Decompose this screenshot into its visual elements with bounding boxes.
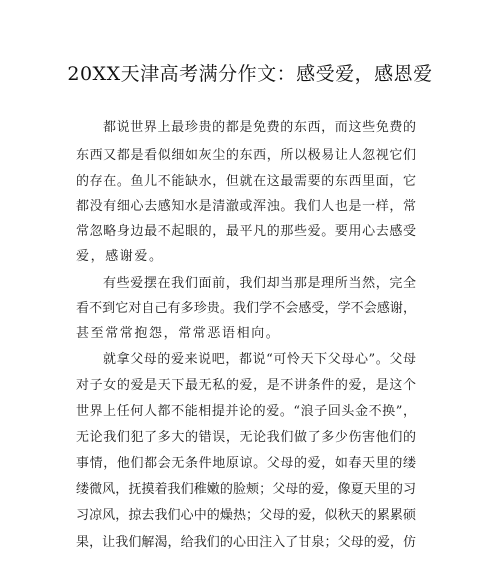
text-line: 事情，他们都会无条件地原谅。父母的爱，如春天里的缕: [76, 456, 416, 471]
text-line: 对子女的爱是天下最无私的爱，是不讲条件的爱，是这个: [76, 378, 416, 393]
text-line: 爱，感谢爱。: [76, 249, 164, 264]
text-line: 果，让我们解渴，给我们的心田注入了甘泉；父母的爱，仿: [76, 535, 416, 550]
text-line: 东西又都是看似细如灰尘的东西，所以极易让人忽视它们: [76, 148, 416, 163]
text-line: 看不到它对自己有多珍贵。我们学不会感受，学不会感谢，: [76, 301, 416, 316]
text-line: 甚至常常抱怨，常常恶语相向。: [76, 326, 281, 341]
text-line: 的存在。鱼儿不能缺水，但就在这最需要的东西里面，它: [76, 174, 416, 189]
text-line: 都说世界上最珍贵的都是免费的东西，而这些免费的: [103, 120, 416, 135]
text-line: 缕微风，抚摸着我们稚嫩的脸颊；父母的爱，像夏天里的习: [76, 482, 416, 497]
text-line: 有些爱摆在我们面前，我们却当那是理所当然，完全: [103, 276, 416, 291]
text-line: 世界上任何人都不能相提并论的爱。“浪子回头金不换”，: [76, 404, 416, 419]
text-line: 常忽略身边最不起眼的，最平凡的那些爱。要用心去感受: [76, 224, 416, 239]
text-line: 都没有细心去感知水是清澈或浑浊。我们人也是一样，常: [76, 199, 416, 214]
page-title: 20XX天津高考满分作文：感受爱，感恩爱: [67, 63, 433, 85]
text-line: 无论我们犯了多大的错误，无论我们做了多少伤害他们的: [76, 430, 416, 445]
text-line: 习凉风，掠去我们心中的燥热；父母的爱，似秋天的累累硕: [76, 508, 416, 523]
text-line: 就拿父母的爱来说吧，都说“可怜天下父母心”。父母: [103, 352, 416, 367]
